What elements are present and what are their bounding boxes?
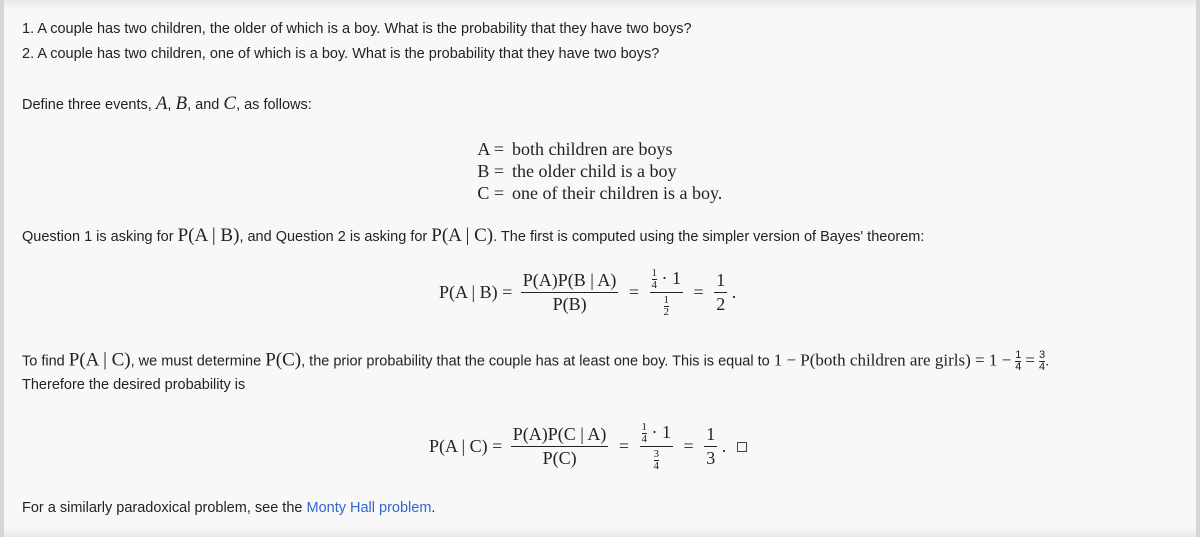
eq1-half-den: 2 (663, 305, 670, 318)
find-quarter-den: 4 (1015, 361, 1022, 373)
eq1-second-fraction (650, 268, 684, 318)
eq2-denominator: P(C) (542, 448, 577, 469)
eq2-second-fraction (640, 422, 674, 472)
eq1-result-num: 1 (716, 270, 726, 291)
eq1-lhs: P(A | B) = (439, 282, 513, 303)
eq1-result-den: 2 (716, 294, 726, 315)
eq1-half-num: 1 (663, 293, 670, 306)
event-a-lhs: A = (477, 139, 504, 159)
eq2-numerator: P(A)P(C | A) (512, 424, 607, 445)
event-c-rhs: one of their children is a boy. (512, 183, 723, 203)
eq1-end: . (731, 282, 737, 303)
eq2-three-quarter-den: 4 (653, 459, 660, 472)
eq1-equals-3: = (693, 282, 704, 303)
therefore-line: Therefore the desired probability is (22, 377, 246, 393)
eq1-dot-one: · 1 (661, 268, 682, 288)
define-events-line (22, 95, 312, 114)
eq2-main-fraction (511, 424, 609, 469)
define-suffix: , as follows: (236, 97, 312, 113)
eq2-result-den: 3 (706, 448, 716, 469)
define-prefix: Define three events, (22, 97, 156, 113)
event-c-lhs: C = (477, 183, 504, 203)
eq1-result (714, 270, 727, 315)
eq1-denominator: P(B) (552, 294, 587, 315)
eq2-three-quarter (654, 449, 660, 472)
find-three-quarter-num: 3 (1038, 349, 1046, 361)
define-b: B (175, 93, 188, 114)
eq1-quarter-den: 4 (651, 279, 658, 292)
event-b-rhs: the older child is a boy (512, 161, 677, 181)
footer-suffix: . (431, 500, 436, 516)
eq2-equals-2: = (618, 436, 630, 457)
footer-line (22, 499, 435, 517)
define-sep1: , (167, 97, 176, 113)
find-line (22, 350, 1049, 373)
qs-m1: P(A | B) (177, 225, 240, 246)
define-a: A (155, 93, 168, 114)
equation-bayes-b (439, 268, 736, 318)
monty-hall-link[interactable]: Monty Hall problem (306, 500, 432, 516)
define-sep2: , and (187, 97, 224, 113)
qs-p3: . The first is computed using the simpler version of Bayes' theorem: (493, 229, 925, 245)
event-b-lhs: B = (477, 161, 504, 181)
eq2-result (704, 424, 717, 469)
question-2: 2. A couple has two children, one of which is a boy. What is the probability that they have two boys? (22, 46, 660, 62)
find-m2: P(C) (265, 349, 302, 371)
find-quarter-num: 1 (1015, 349, 1022, 361)
qed-box-icon (737, 442, 747, 452)
eq1-quarter-num: 1 (651, 267, 658, 280)
eq2-dot-one: · 1 (651, 422, 672, 442)
eq1-numerator: P(A)P(B | A) (522, 270, 617, 291)
find-m4: = (1025, 350, 1035, 370)
find-p2: , we must determine (130, 353, 266, 370)
eq2-end: . (721, 436, 727, 457)
eq2-quarter (642, 422, 648, 445)
define-c: C (223, 93, 237, 114)
eq2-quarter-den: 4 (641, 433, 648, 446)
find-m1: P(A | C) (68, 349, 131, 371)
eq1-main-fraction (521, 270, 619, 315)
event-a-rhs: both children are boys (512, 139, 673, 159)
qs-p1: Question 1 is asking for (22, 229, 178, 245)
find-p1: To find (22, 353, 69, 370)
find-m3: 1 − P(both children are girls) = 1 − (773, 350, 1012, 370)
eq2-quarter-num: 1 (641, 421, 648, 434)
find-end: . (1045, 353, 1050, 370)
qs-m2: P(A | C) (431, 225, 494, 246)
qs-p2: , and Question 2 is asking for (239, 229, 432, 245)
footer-prefix: For a similarly paradoxical problem, see the (22, 500, 307, 516)
eq1-equals-2: = (628, 282, 640, 303)
eq2-result-num: 1 (706, 424, 716, 445)
question-statement (22, 227, 924, 246)
find-quarter (1015, 350, 1021, 373)
find-p3: , the prior probability that the couple has at least one boy. This is equal to (301, 353, 774, 370)
eq2-equals-3: = (683, 436, 694, 457)
eq1-half (664, 295, 670, 318)
eq2-three-quarter-num: 3 (653, 447, 660, 460)
question-1: 1. A couple has two children, the older of which is a boy. What is the probability that they have two boys? (22, 21, 692, 37)
eq1-quarter (652, 268, 658, 291)
eq2-lhs: P(A | C) = (429, 436, 503, 457)
find-three-quarter-den: 4 (1038, 361, 1046, 373)
equation-bayes-c (429, 422, 747, 472)
